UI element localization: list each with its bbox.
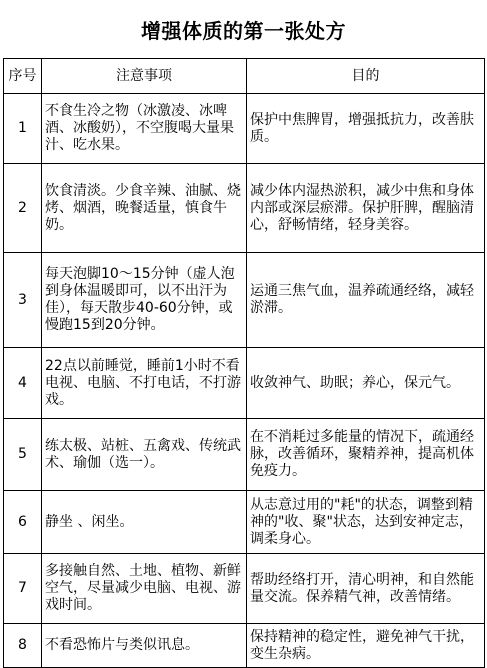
page-title: 增强体质的第一张处方 [141, 18, 346, 43]
table-row [4, 164, 485, 253]
row-index: 3 [4, 253, 42, 348]
row-notes: 每天泡脚10～15分钟（虚人泡到身体温暖即可，以不出汗为佳），每天散步40-60分钟，或慢跑15到20分钟。 [42, 253, 247, 348]
row-index: 8 [4, 624, 42, 668]
row-notes: 22点以前睡觉，睡前1小时不看电视、电脑、不打电话，不打游戏。 [42, 348, 247, 419]
table-row [4, 554, 485, 624]
row-purpose: 保护中焦脾胃，增强抵抗力，改善肤质。 [247, 94, 485, 164]
table-row [4, 253, 485, 348]
row-notes: 不食生冷之物（冰激凌、冰啤酒、冰酸奶），不空腹喝大量果汁、吃水果。 [42, 94, 247, 164]
table-row [4, 94, 485, 164]
row-purpose: 运通三焦气血，温养疏通经络，减轻淤滞。 [247, 253, 485, 348]
row-notes: 多接触自然、土地、植物、新鲜空气，尽量减少电脑、电视、游戏时间。 [42, 554, 247, 624]
row-index: 2 [4, 164, 42, 253]
row-purpose: 收敛神气、助眠；养心，保元气。 [247, 348, 485, 419]
row-purpose: 保持精神的稳定性，避免神气干扰，变生杂病。 [247, 624, 485, 668]
row-purpose: 从志意过用的"耗"的状态，调整到精神的"收、聚"状态，达到安神定志，调柔身心。 [247, 491, 485, 554]
row-purpose: 减少体内湿热淤积，减少中焦和身体内部或深层瘀滞。保护肝脾，醒脑清心，舒畅情绪，轻身美容。 [247, 164, 485, 253]
row-purpose: 帮助经络打开，清心明神，和自然能量交流。保养精气神，改善情绪。 [247, 554, 485, 624]
header-notes: 注意事项 [42, 59, 247, 94]
row-index: 4 [4, 348, 42, 419]
row-index: 6 [4, 491, 42, 554]
row-purpose: 在不消耗过多能量的情况下，疏通经脉，改善循环，聚精养神，提高机体免疫力。 [247, 419, 485, 491]
row-notes: 饮食清淡。少食辛辣、油腻、烧烤、烟酒，晚餐适量，慎食牛奶。 [42, 164, 247, 253]
table-row [4, 419, 485, 491]
row-notes: 不看恐怖片与类似讯息。 [42, 624, 247, 668]
table-row [4, 348, 485, 419]
header-purpose: 目的 [247, 59, 485, 94]
row-index: 5 [4, 419, 42, 491]
row-index: 1 [4, 94, 42, 164]
table-row [4, 624, 485, 668]
header-index: 序号 [4, 59, 42, 94]
prescription-table [3, 58, 485, 668]
table-header-row [4, 59, 485, 94]
table-row [4, 491, 485, 554]
row-index: 7 [4, 554, 42, 624]
row-notes: 静坐 、闲坐。 [42, 491, 247, 554]
row-notes: 练太极、站桩、五禽戏、传统武术、瑜伽（选一）。 [42, 419, 247, 491]
